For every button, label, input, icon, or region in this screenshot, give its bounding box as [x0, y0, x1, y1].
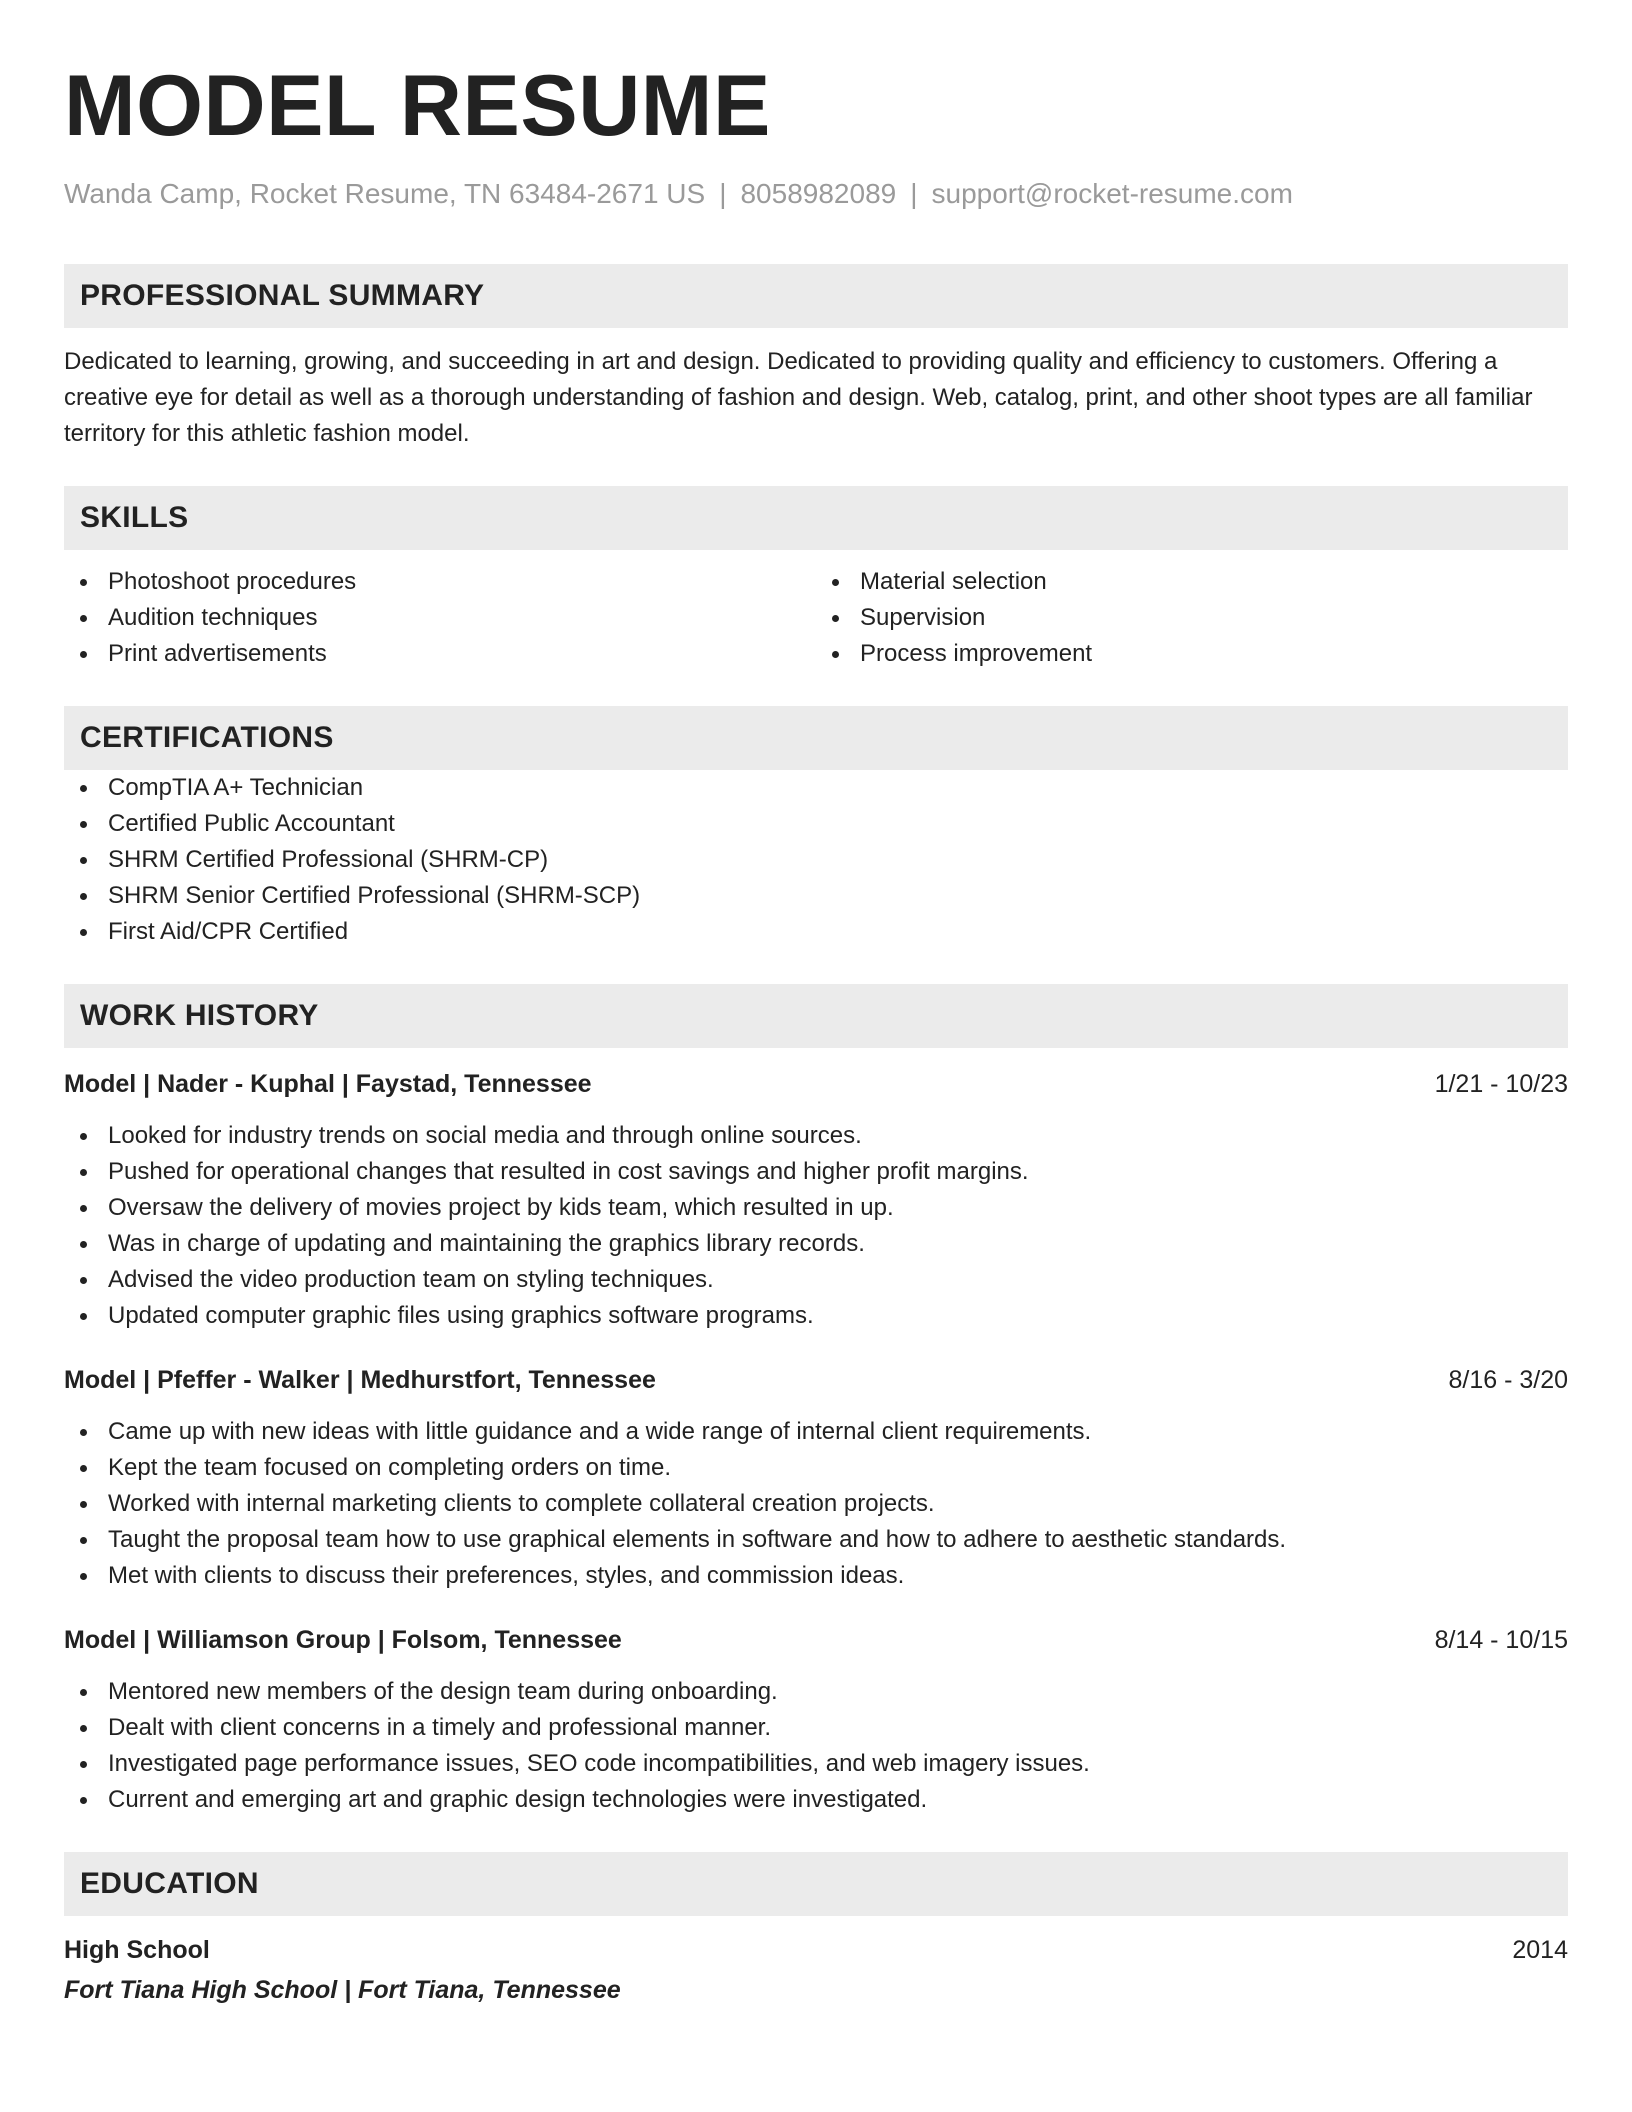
contact-address: Wanda Camp, Rocket Resume, TN 63484-2671 US [64, 178, 706, 209]
job-header [64, 1066, 1568, 1102]
contact-phone: 8058982089 [740, 178, 897, 209]
contact-line [64, 176, 1568, 212]
job-bullet: Worked with internal marketing clients to complete collateral creation projects. [64, 1486, 1568, 1522]
job-dates: 8/14 - 10/15 [1434, 1626, 1568, 1654]
job-entry [64, 1622, 1568, 1818]
skill-item: Supervision [816, 600, 1568, 636]
job-bullets [64, 1674, 1568, 1818]
job-bullet: Advised the video production team on styling techniques. [64, 1262, 1568, 1298]
job-bullet: Pushed for operational changes that resulted in cost savings and higher profit margins. [64, 1154, 1568, 1190]
section-header-work-history: WORK HISTORY [64, 984, 1568, 1048]
education-degree: High School [64, 1936, 210, 1964]
education-header [64, 1932, 1568, 1968]
skill-item: Audition techniques [64, 600, 816, 636]
section-header-professional-summary: PROFESSIONAL SUMMARY [64, 264, 1568, 328]
job-bullet: Current and emerging art and graphic design technologies were investigated. [64, 1782, 1568, 1818]
certification-item: Certified Public Accountant [64, 806, 1568, 842]
section-header-certifications: CERTIFICATIONS [64, 706, 1568, 770]
contact-separator: | [910, 178, 918, 209]
job-title: Model | Williamson Group | Folsom, Tennessee [64, 1626, 622, 1654]
job-dates: 8/16 - 3/20 [1448, 1366, 1568, 1394]
section-header-education: EDUCATION [64, 1852, 1568, 1916]
job-entry [64, 1066, 1568, 1334]
job-header [64, 1622, 1568, 1658]
job-header [64, 1362, 1568, 1398]
skill-item: Photoshoot procedures [64, 564, 816, 600]
job-bullet: Oversaw the delivery of movies project by kids team, which resulted in up. [64, 1190, 1568, 1226]
skills-column-right [816, 564, 1568, 672]
skill-item: Material selection [816, 564, 1568, 600]
job-bullets [64, 1414, 1568, 1594]
education-entry [64, 1932, 1568, 2008]
job-bullet: Updated computer graphic files using graphics software programs. [64, 1298, 1568, 1334]
resume-title: MODEL RESUME [64, 58, 771, 154]
job-title: Model | Pfeffer - Walker | Medhurstfort, Tennessee [64, 1366, 656, 1394]
job-title: Model | Nader - Kuphal | Faystad, Tennessee [64, 1070, 592, 1098]
job-bullet: Mentored new members of the design team during onboarding. [64, 1674, 1568, 1710]
job-bullet: Taught the proposal team how to use graphical elements in software and how to adhere to aesthetic standards. [64, 1522, 1568, 1558]
job-dates: 1/21 - 10/23 [1434, 1070, 1568, 1098]
certification-item: First Aid/CPR Certified [64, 914, 1568, 950]
job-bullet: Investigated page performance issues, SEO code incompatibilities, and web imagery issues. [64, 1746, 1568, 1782]
skills-list-right [816, 564, 1568, 672]
skills-column-left [64, 564, 816, 672]
summary-text: Dedicated to learning, growing, and succeeding in art and design. Dedicated to providing quality and efficiency to customers. Offering a creative eye for detail as well as a thorough understanding of fashion and design. Web, catalog, print, and other shoot types are all familiar territory for this athletic fashion model. [64, 348, 1533, 447]
skill-item: Process improvement [816, 636, 1568, 672]
job-bullet: Was in charge of updating and maintaining the graphics library records. [64, 1226, 1568, 1262]
education-school: Fort Tiana High School | Fort Tiana, Tennessee [64, 1976, 621, 2004]
section-header-skills: SKILLS [64, 486, 1568, 550]
skills-grid [64, 564, 1568, 672]
job-bullet: Came up with new ideas with little guidance and a wide range of internal client requirements. [64, 1414, 1568, 1450]
skill-item: Print advertisements [64, 636, 816, 672]
job-bullet: Dealt with client concerns in a timely and professional manner. [64, 1710, 1568, 1746]
job-entry [64, 1362, 1568, 1594]
certification-item: CompTIA A+ Technician [64, 770, 1568, 806]
certifications-list [64, 770, 1568, 950]
education-year: 2014 [1512, 1936, 1568, 1964]
certification-item: SHRM Senior Certified Professional (SHRM-SCP) [64, 878, 1568, 914]
certification-item: SHRM Certified Professional (SHRM-CP) [64, 842, 1568, 878]
job-bullet: Met with clients to discuss their preferences, styles, and commission ideas. [64, 1558, 1568, 1594]
contact-email: support@rocket-resume.com [931, 178, 1293, 209]
job-bullet: Kept the team focused on completing orders on time. [64, 1450, 1568, 1486]
contact-separator: | [719, 178, 727, 209]
skills-list-left [64, 564, 816, 672]
job-bullet: Looked for industry trends on social media and through online sources. [64, 1118, 1568, 1154]
job-bullets [64, 1118, 1568, 1334]
